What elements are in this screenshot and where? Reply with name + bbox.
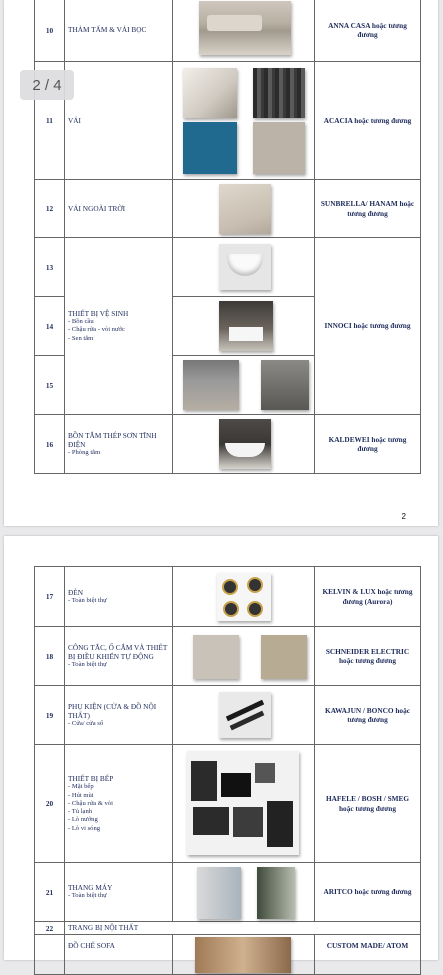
product-image-cell — [173, 297, 315, 356]
bathtub-photo — [219, 419, 271, 469]
row-number: 14 — [35, 297, 65, 356]
toilet-photo — [219, 244, 271, 290]
item-subline: - Lò nướng — [68, 816, 98, 824]
row-number: 13 — [35, 238, 65, 297]
downlight-photo — [217, 573, 271, 621]
product-image-cell — [173, 238, 315, 297]
lamp-icon — [222, 579, 238, 595]
document-page-3 — [4, 536, 438, 960]
brand-cell: KAWAJUN / BONCO hoặc tương đương — [315, 686, 421, 745]
item-title: ĐÈN — [68, 587, 83, 597]
item-description — [65, 0, 173, 62]
spec-table-page-3 — [34, 566, 421, 975]
kitchen-appliances-photo — [187, 751, 299, 855]
table-row — [35, 0, 421, 62]
item-title: PHỤ KIỆN (CỬA & ĐỒ NỘI THẤT) — [68, 701, 157, 720]
row-number: 22 — [35, 922, 65, 935]
item-title: VẢI NGOÀI TRỜI — [68, 203, 126, 213]
socket-panel-photo — [261, 635, 307, 679]
product-image-cell — [173, 627, 315, 686]
door-handle-photo — [219, 692, 271, 738]
item-subline: - Cửa/ cửa sổ — [68, 719, 104, 727]
product-image-cell — [173, 567, 315, 627]
item-subline: - Tủ lạnh — [68, 808, 93, 816]
row-number: 21 — [35, 863, 65, 922]
shower-mixer-photo — [261, 360, 309, 410]
item-subline: - Toàn biệt thự — [68, 596, 107, 604]
row-number: 12 — [35, 180, 65, 238]
lamp-icon — [223, 601, 239, 617]
blue-fabric-swatch — [183, 122, 237, 174]
item-subline: - Chậu rửa - vòi nước — [68, 326, 125, 334]
item-description — [65, 863, 173, 922]
table-row — [35, 415, 421, 474]
product-image-cell — [173, 62, 315, 180]
section-title: TRANG BỊ NỘI THẤT — [68, 923, 139, 933]
brand-cell: INNOCI hoặc tương đương — [315, 238, 421, 415]
item-description — [65, 567, 173, 627]
item-title: BỒN TẮM THÉP SƠN TĨNH ĐIỆN — [68, 430, 157, 449]
item-description — [65, 180, 173, 238]
row-number: 20 — [35, 745, 65, 863]
row-number: 19 — [35, 686, 65, 745]
row-number: 10 — [35, 0, 65, 62]
fabric-stripes-photo — [253, 68, 305, 118]
item-description — [65, 238, 173, 415]
item-title: THẢM TẤM & VẢI BỌC — [68, 25, 147, 35]
item-title: CÔNG TẮC, Ổ CẮM VÀ THIẾT BỊ ĐIỀU KHIỂN TỰ ĐỘNG — [68, 642, 168, 661]
spec-table-page-2 — [34, 0, 421, 474]
brand-cell: ACACIA hoặc tương đương — [315, 62, 421, 180]
product-image-cell — [173, 935, 315, 975]
product-image-cell — [173, 745, 315, 863]
item-subline: - Toàn biệt thự — [68, 660, 107, 668]
brand-cell: KALDEWEI hoặc tương đương — [315, 415, 421, 474]
row-number — [35, 935, 65, 975]
page-number: 2 — [401, 512, 406, 521]
item-title: THIẾT BỊ BẾP — [68, 774, 114, 784]
product-image-cell — [173, 356, 315, 415]
row-number: 16 — [35, 415, 65, 474]
table-row — [35, 686, 421, 745]
item-description — [65, 935, 173, 975]
table-row — [35, 180, 421, 238]
product-image-cell — [173, 686, 315, 745]
item-description — [65, 922, 421, 935]
row-number: 11 — [35, 62, 65, 180]
item-description — [65, 627, 173, 686]
outdoor-fabric-swatch — [219, 184, 271, 234]
page-indicator-badge: 2 / 4 — [20, 70, 74, 100]
table-row — [35, 567, 421, 627]
table-row — [35, 935, 421, 975]
item-title: THANG MÁY — [68, 883, 113, 893]
switch-panel-photo — [193, 635, 239, 679]
table-row — [35, 922, 421, 935]
item-description — [65, 62, 173, 180]
table-row — [35, 627, 421, 686]
item-subline: - Hút mùi — [68, 791, 94, 799]
lamp-icon — [247, 601, 263, 617]
item-title: VẢI — [68, 115, 81, 125]
brand-cell: SCHNEIDER ELECTRIC hoặc tương đương — [315, 627, 421, 686]
row-number: 15 — [35, 356, 65, 415]
sofa-furniture-photo — [195, 937, 291, 973]
item-subline: - Bồn cầu — [68, 318, 94, 326]
brand-cell: HAFELE / BOSH / SMEG hoặc tương đương — [315, 745, 421, 863]
interior-room-photo — [183, 68, 237, 118]
table-row — [35, 745, 421, 863]
item-subline: - Mặt bếp — [68, 783, 94, 791]
product-image-cell — [173, 0, 315, 62]
brand-cell: ANNA CASA hoặc tương đương — [315, 0, 421, 62]
item-description — [65, 745, 173, 863]
item-subline: - Sen tắm — [68, 334, 94, 342]
linen-fabric-swatch — [253, 122, 305, 174]
item-title: ĐỒ CHẾ SOFA — [68, 941, 115, 950]
table-row — [35, 863, 421, 922]
brand-cell: KELVIN & LUX hoặc tương đương (Aurora) — [315, 567, 421, 627]
item-title: THIẾT BỊ VỆ SINH — [68, 309, 129, 319]
elevator-photo — [257, 867, 295, 919]
lamp-icon — [247, 577, 263, 593]
product-image-cell — [173, 863, 315, 922]
sink-faucet-photo — [219, 301, 273, 351]
product-image-cell — [173, 180, 315, 238]
product-image-cell — [173, 415, 315, 474]
row-number: 17 — [35, 567, 65, 627]
elevator-photo — [197, 867, 241, 919]
brand-cell: SUNBRELLA/ HANAM hoặc tương đương — [315, 180, 421, 238]
shower-head-photo — [183, 360, 239, 410]
item-description — [65, 686, 173, 745]
item-subline: - Lò vi sóng — [68, 824, 101, 832]
brand-cell: ARITCO hoặc tương đương — [315, 863, 421, 922]
brand-cell: CUSTOM MADE/ ATOM — [315, 935, 421, 975]
carpet-sofa-photo — [199, 1, 291, 55]
table-row — [35, 62, 421, 180]
row-number: 18 — [35, 627, 65, 686]
item-subline: - Phòng tắm — [68, 448, 101, 456]
item-subline: - Toàn biệt thự — [68, 892, 107, 900]
item-description — [65, 415, 173, 474]
item-subline: - Chậu rửa & vòi — [68, 799, 113, 807]
table-row — [35, 238, 421, 297]
